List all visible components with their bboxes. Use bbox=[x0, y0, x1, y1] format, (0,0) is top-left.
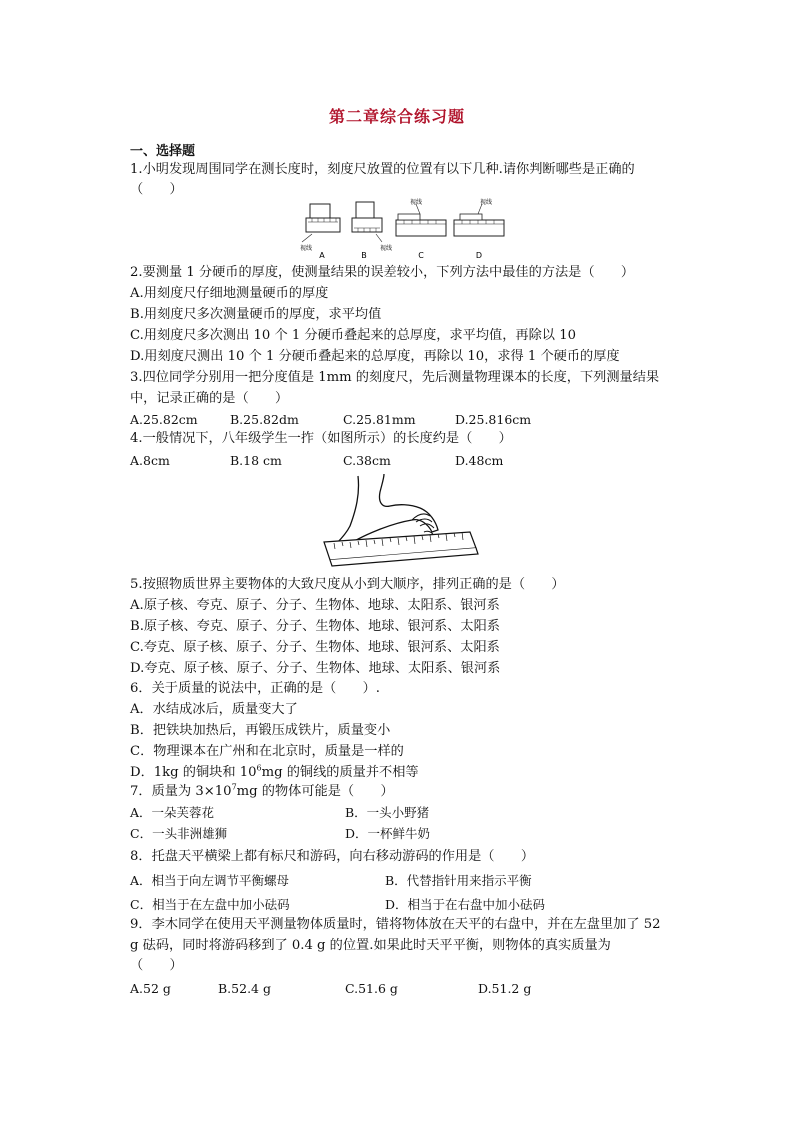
question-9-line-2: g 砝码，同时将游码移到了 0.4 g 的位置.如果此时天平平衡，则物体的真实质量为 bbox=[130, 938, 611, 953]
hand-span-figure bbox=[320, 474, 480, 568]
question-6-option-d: D．1kg 的铜块和 $10^6mg$ 的铜线的质量并不相等 bbox=[130, 763, 419, 780]
question-6-option-c: C．物理课本在广州和在北京时，质量是一样的 bbox=[130, 744, 404, 759]
question-9-option-b: B.52.4 g bbox=[218, 981, 271, 996]
question-9-option-d: D.51.2 g bbox=[478, 981, 532, 996]
question-7-option-b: B．一头小野猪 bbox=[345, 805, 430, 820]
figure-label-b: B bbox=[361, 251, 367, 260]
question-2-option-c: C.用刻度尺多次测出 10 个 1 分硬币叠起来的总厚度，求平均值，再除以 10 bbox=[130, 328, 576, 343]
figure-d-ruler bbox=[454, 204, 504, 236]
ruler-placement-figure bbox=[298, 198, 508, 260]
figure-label-a: A bbox=[319, 251, 325, 260]
figure-label-d: D bbox=[475, 251, 483, 260]
question-3-line-1: 3.四位同学分别用一把分度值是 1mm 的刻度尺，先后测量物理课本的长度，下列测量结果 bbox=[130, 370, 660, 385]
figure-sight-label-d: 视线 bbox=[480, 199, 493, 206]
question-8-option-d: D．相当于在右盘中加小砝码 bbox=[385, 897, 546, 912]
question-3-line-2: 中，记录正确的是（ ） bbox=[130, 391, 289, 406]
question-3-option-b: B.25.82dm bbox=[230, 412, 299, 427]
question-2-option-b: B.用刻度尺多次测量硬币的厚度，求平均值 bbox=[130, 307, 382, 322]
figure-a-ruler bbox=[302, 204, 340, 242]
question-8-option-b: B．代替指针用来指示平衡 bbox=[385, 873, 532, 888]
question-7-option-c: C．一头非洲雄狮 bbox=[130, 826, 228, 841]
question-2-stem: 2.要测量 1 分硬币的厚度，使测量结果的误差较小，下列方法中最佳的方法是（ ） bbox=[130, 265, 635, 280]
question-6-option-b: B．把铁块加热后，再锻压成铁片，质量变小 bbox=[130, 723, 391, 738]
question-3-option-c: C.25.81mm bbox=[343, 412, 416, 427]
question-4-option-d: D.48cm bbox=[455, 453, 504, 468]
question-5-option-a: A.原子核、夸克、原子、分子、生物体、地球、太阳系、银河系 bbox=[130, 598, 500, 613]
question-4-option-b: B.18 cm bbox=[230, 453, 282, 468]
question-4-stem: 4.一般情况下，八年级学生一拃（如图所示）的长度约是（ ） bbox=[130, 431, 512, 446]
figure-b-ruler bbox=[352, 202, 382, 242]
figure-sight-label-c: 视线 bbox=[410, 199, 423, 206]
question-5-option-c: C.夸克、原子核、原子、分子、生物体、地球、银河系、太阳系 bbox=[130, 640, 500, 655]
question-5-option-b: B.原子核、夸克、原子、分子、生物体、地球、银河系、太阳系 bbox=[130, 619, 500, 634]
question-9-line-1: 9．李木同学在使用天平测量物体质量时，错将物体放在天平的右盘中，并在左盘里加了 52 bbox=[130, 917, 661, 932]
question-8-option-c: C．相当于在左盘中加小砝码 bbox=[130, 897, 290, 912]
question-9-line-3: （ ） bbox=[130, 958, 183, 973]
question-2-option-a: A.用刻度尺仔细地测量硬币的厚度 bbox=[130, 286, 329, 301]
question-5-option-d: D.夸克、原子核、原子、分子、生物体、地球、太阳系、银河系 bbox=[130, 661, 501, 676]
question-4-option-c: C.38cm bbox=[343, 453, 391, 468]
figure-sight-label-b: 视线 bbox=[380, 245, 393, 252]
question-2-option-d: D.用刻度尺测出 10 个 1 分硬币叠起来的总厚度，再除以 10，求得 1 个硬币的厚度 bbox=[130, 349, 620, 364]
question-7-option-a: A．一朵芙蓉花 bbox=[130, 805, 215, 820]
question-5-stem: 5.按照物质世界主要物体的大致尺度从小到大顺序，排列正确的是（ ） bbox=[130, 577, 565, 592]
question-9-option-a: A.52 g bbox=[130, 981, 171, 996]
question-7-stem: 7．质量为 $3\times 10^7mg$ 的物体可能是（ ） bbox=[130, 782, 394, 799]
question-1-line-1: 1.小明发现周围同学在测长度时，刻度尺放置的位置有以下几种.请你判断哪些是正确的 bbox=[130, 162, 635, 177]
figure-sight-label-a: 视线 bbox=[300, 245, 313, 252]
ruler-drawing bbox=[324, 532, 478, 566]
question-3-option-d: D.25.816cm bbox=[455, 412, 532, 427]
question-8-stem: 8．托盘天平横梁上都有标尺和游码，向右移动游码的作用是（ ） bbox=[130, 849, 535, 864]
question-4-option-a: A.8cm bbox=[130, 453, 170, 468]
figure-label-c: C bbox=[418, 251, 424, 260]
question-6-option-a: A．水结成冰后，质量变大了 bbox=[130, 702, 298, 717]
section-heading: 一、选择题 bbox=[130, 144, 196, 159]
question-8-option-a: A．相当于向左调节平衡螺母 bbox=[130, 873, 290, 888]
question-3-option-a: A.25.82cm bbox=[130, 412, 198, 427]
question-7-option-d: D．一杯鲜牛奶 bbox=[345, 826, 431, 841]
page-title: 第二章综合练习题 bbox=[328, 107, 465, 126]
figure-c-ruler bbox=[396, 204, 446, 236]
question-9-option-c: C.51.6 g bbox=[345, 981, 398, 996]
question-1-line-2: （ ） bbox=[130, 182, 183, 197]
question-6-stem: 6．关于质量的说法中，正确的是（ ）. bbox=[130, 681, 380, 696]
